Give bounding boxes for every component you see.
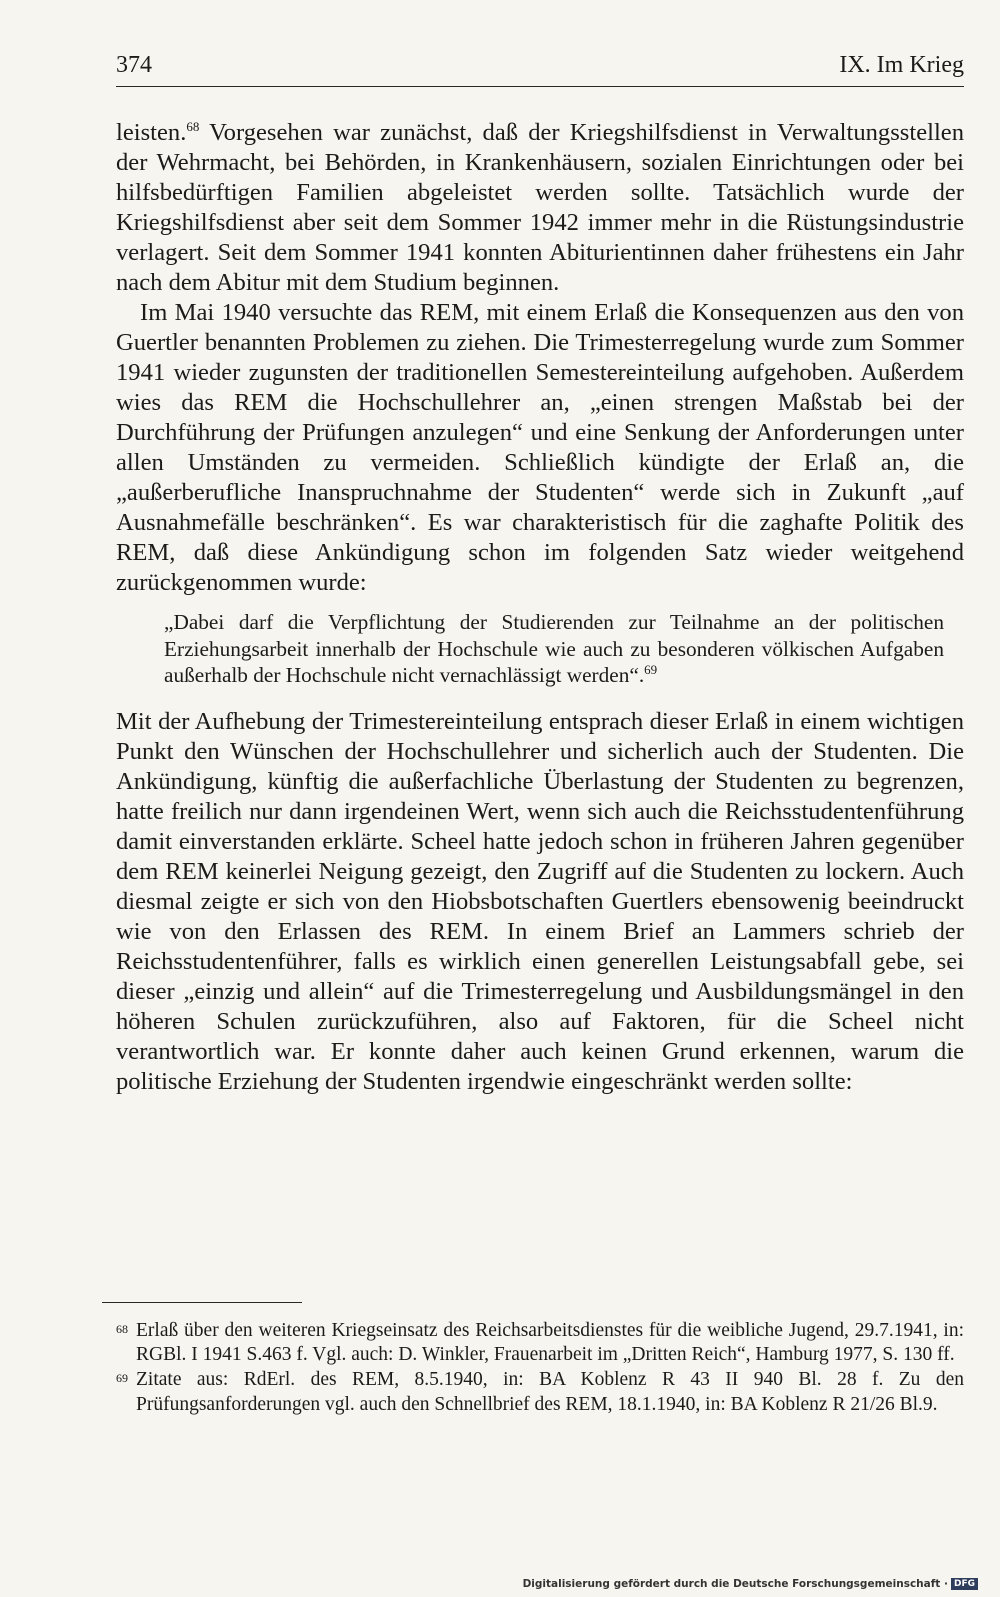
page-header <box>116 52 964 87</box>
footnote-68 <box>116 1319 964 1367</box>
footnote-marker: 68 <box>116 1322 128 1336</box>
footnotes <box>116 1319 964 1418</box>
paragraph-1 <box>116 118 964 298</box>
main-text <box>116 118 964 1097</box>
footnote-marker: 69 <box>116 1371 128 1386</box>
paragraph-3: Mit der Aufhebung der Trimestereinteilung entsprach dieser Erlaß in einem wichtigen Punkt den Wünschen der Hochschullehrer und sicherlich auch der Studenten. Die Ankündigung, künftig die außerfachliche Überlastung der Studenten zu begrenzen, hatte freilich nur dann irgendeinen Wert, wenn sich auch die Reichsstudentenführung damit einverstanden erklärte. Scheel hatte jedoch schon in früheren Jahren gegenüber dem REM keinerlei Neigung gezeigt, den Zugriff auf die Studenten zu lockern. Auch diesmal zeigte er sich von den Hiobsbotschaften Guertlers ebensowenig beeindruckt wie von den Erlassen des REM. In einem Brief an Lammers schrieb der Reichsstudentenführer, falls es wirklich einen generellen Leistungsabfall gebe, sei dieser „einzig und allein“ auf die Trimesterregelung und Ausbildungsmängel in den höheren Schulen zurückzuführen, also auf Faktoren, für die Scheel nicht verantwortlich war. Er konnte daher auch keinen Grund erkennen, warum die politische Erziehung der Studenten irgendwie eingeschränkt werden sollte: <box>116 707 964 1095</box>
footnote-text: Erlaß über den weiteren Kriegseinsatz des Reichsarbeitsdienstes für die weibliche Jugend, 29.7.1941, in: RGBl. I 1941 S.463 f. Vgl. auch: D. Winkler, Frauenarbeit im „Dritten Reich“, Hamburg 1977, S. 130 ff. <box>136 1320 964 1366</box>
page-number: 374 <box>116 52 152 78</box>
paragraph-1-start: leisten. <box>116 119 187 146</box>
footnote-divider <box>102 1302 302 1303</box>
quote-text: „Dabei darf die Verpflichtung der Studierenden zur Teilnahme an der politischen Erziehungsarbeit innerhalb der Hochschule wie auch zu besonderen völkischen Aufgaben außerhalb der Hochschule nicht vernachlässigt werden“. <box>164 610 944 687</box>
running-head: IX. Im Krieg <box>839 52 964 78</box>
paragraph-2: Im Mai 1940 versuchte das REM, mit einem Erlaß die Konsequenzen aus den von Guertler benannten Problemen zu ziehen. Die Trimesterregelung wurde zum Sommer 1941 wieder zugunsten der traditionellen Semestereinteilung aufgehoben. Außerdem wies das REM die Hochschullehrer an, „einen strengen Maßstab bei der Durchführung der Prüfungen anzulegen“ und eine Senkung der Anforderungen unter allen Umständen zu vermeiden. Schließlich kündigte der Erlaß an, die „außerberufliche Inanspruchnahme der Studenten“ werde sich in Zukunft „auf Ausnahmefälle beschränken“. Es war charakteristisch für die zaghafte Politik des REM, daß diese Ankündigung schon im folgenden Satz wieder weitgehend zurückgenommen wurde: <box>116 299 964 596</box>
footnote-69 <box>116 1368 964 1416</box>
dfg-logo: DFG <box>951 1578 978 1590</box>
block-quote <box>164 609 944 689</box>
paragraph-1-rest: Vorgesehen war zunächst, daß der Kriegshilfsdienst in Verwaltungsstellen der Wehrmacht, bei Behörden, in Krankenhäusern, sozialen Einrichtungen oder bei hilfsbedürftigen Familien abgeleistet werden sollte. Tatsächlich wurde der Kriegshilfsdienst aber seit dem Sommer 1942 immer mehr in die Rüstungsindustrie verlagert. Seit dem Sommer 1941 konnten Abiturientinnen daher frühestens ein Jahr nach dem Abitur mit dem Studium beginnen. <box>116 119 964 296</box>
footnote-ref-69[interactable]: 69 <box>644 661 658 677</box>
footnote-text: Zitate aus: RdErl. des REM, 8.5.1940, in: BA Koblenz R 43 II 940 Bl. 28 f. Zu den Prüfungsanforderungen vgl. auch den Schnellbrief des REM, 18.1.1940, in: BA Koblenz R 21/26 Bl.9. <box>136 1369 964 1415</box>
credit-text: Digitalisierung gefördert durch die Deutsche Forschungsgemeinschaft · <box>522 1578 948 1590</box>
footnote-ref-68[interactable]: 68 <box>186 118 200 134</box>
digitization-credit <box>523 1578 978 1590</box>
